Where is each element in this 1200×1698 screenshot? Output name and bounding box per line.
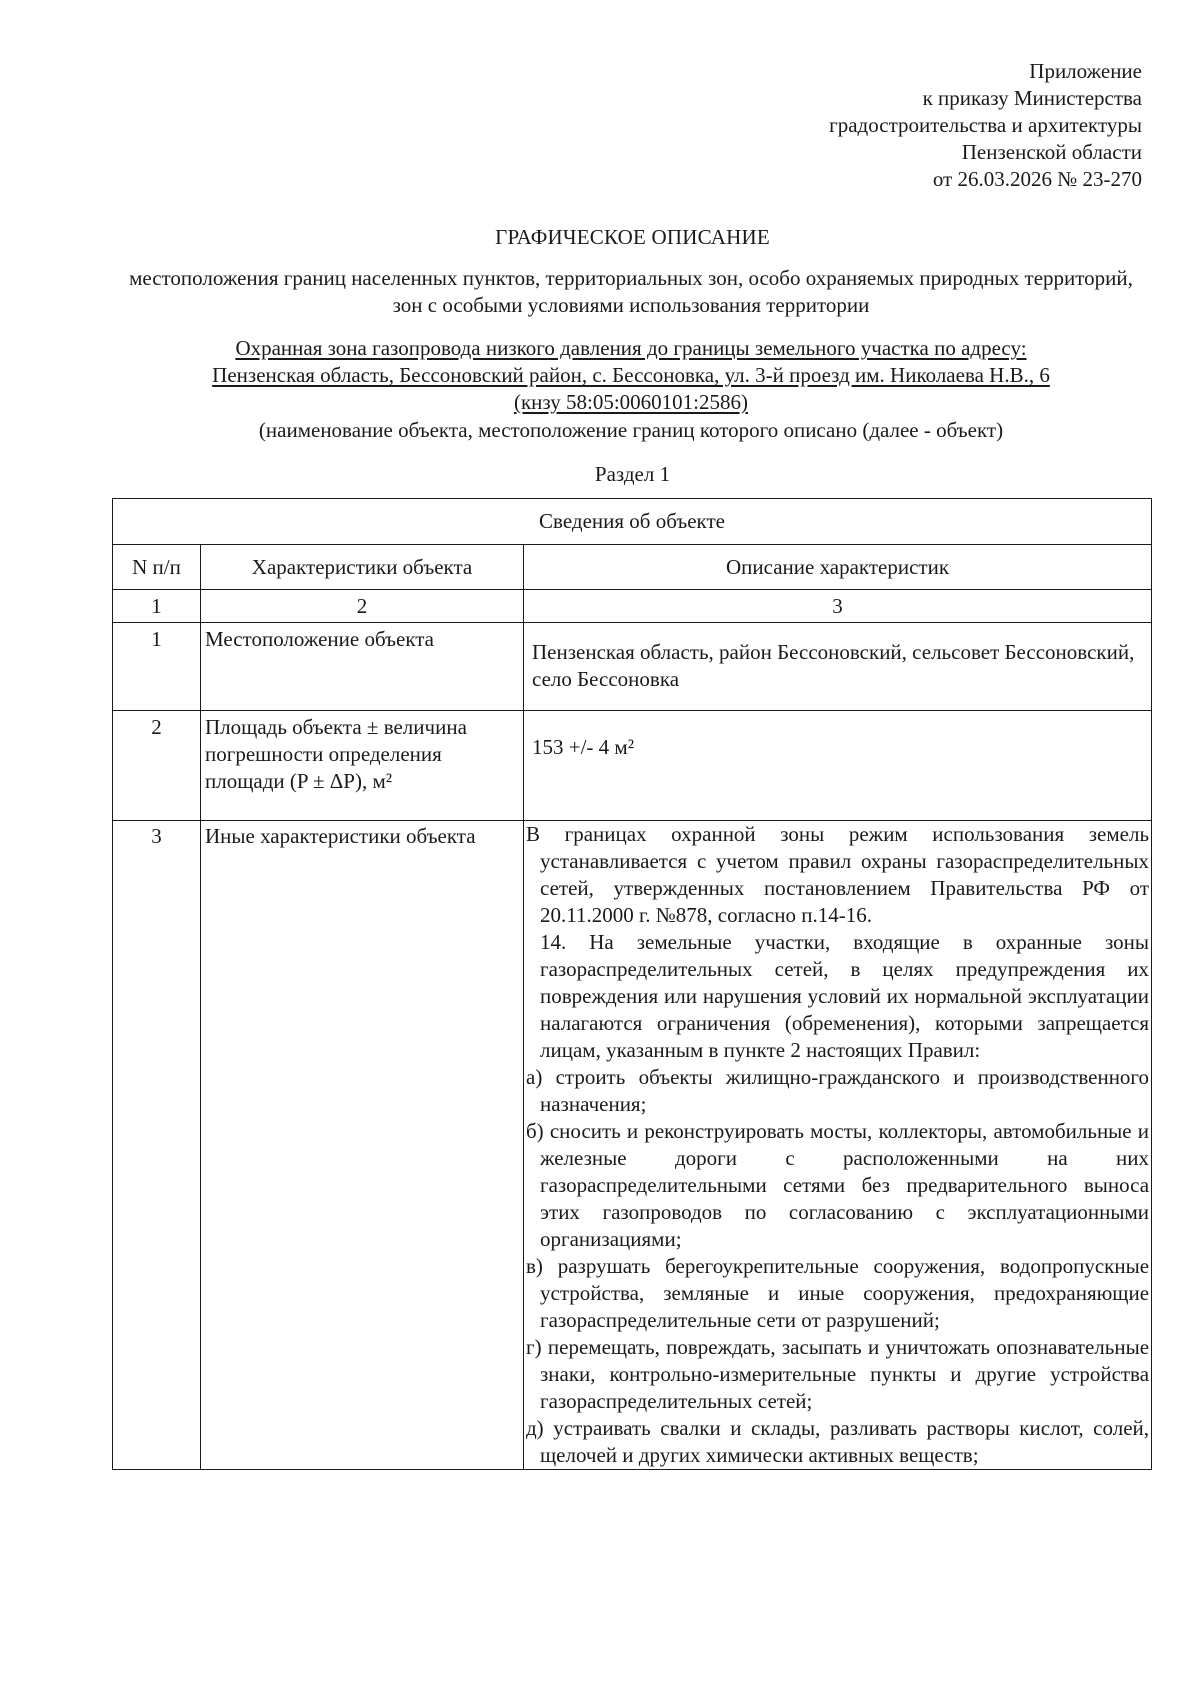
row-value: 153 +/- 4 м²: [532, 735, 635, 759]
restriction-intro: В границах охранной зоны режим использования земель устанавливается с учетом правил охраны газораспределительных сетей, утвержденных постановлением Правительства РФ от 20.11.2000 г. №878, согласно п.14-16.: [526, 822, 1150, 927]
table-caption: Сведения об объекте: [113, 499, 1152, 545]
column-number: 1: [113, 590, 201, 623]
column-header-description: Описание характеристик: [524, 545, 1152, 590]
column-header-characteristic: Характеристики объекта: [201, 545, 524, 590]
approval-line: Пензенской области: [961, 140, 1142, 164]
row-number: 1: [113, 623, 201, 711]
row-value: Пензенская область, район Бессоновский, сельсовет Бессоновский, село Бессоновка: [532, 640, 1135, 691]
column-number: 3: [524, 590, 1152, 623]
restriction-item-b: б) сносить и реконструировать мосты, коллекторы, автомобильные и железные дороги с расположенными на них газораспределительными сетями без предварительного выноса этих газопроводов по согласованию с эксплуатационными организациями;: [526, 1119, 1150, 1251]
restriction-item-g: г) перемещать, повреждать, засыпать и уничтожать опознавательные знаки, контрольно-измерительные пункты и другие устройства газораспределительных сетей;: [526, 1335, 1150, 1413]
object-name-line-1: Охранная зона газопровода низкого давления до границы земельного участка по адресу:: [235, 336, 1027, 360]
restriction-clause-14: 14. На земельные участки, входящие в охранные зоны газораспределительных сетей, в целях предупреждения их повреждения или нарушения условий их нормальной эксплуатации налагаются ограничения (обременения), которыми запрещается лицам, указанным в пункте 2 настоящих Правил:: [540, 930, 1150, 1062]
row-value-restrictions: [524, 821, 1152, 1470]
restriction-item-a: а) строить объекты жилищно-гражданского и производственного назначения;: [526, 1065, 1150, 1116]
object-note: (наименование объекта, местоположение границ которого описано (далее - объект): [258, 418, 1004, 442]
document-subtitle: местоположения границ населенных пунктов, территориальных зон, особо охраняемых природных территорий, зон с особыми условиями использования территории: [129, 266, 1133, 317]
document-title: ГРАФИЧЕСКОЕ ОПИСАНИЕ: [495, 225, 770, 249]
table-row: [113, 623, 1152, 711]
approval-line: Приложение: [1029, 59, 1142, 83]
row-characteristic: Иные характеристики объекта: [201, 821, 524, 1470]
object-info-table: [112, 498, 1152, 1470]
approval-line: к приказу Министерства: [922, 86, 1142, 110]
table-row: [113, 821, 1152, 1470]
row-characteristic: Площадь объекта ± величина погрешности определения площади (P ± ΔP), м²: [201, 711, 524, 821]
section-label: Раздел 1: [594, 462, 671, 486]
column-header-number: N п/п: [113, 545, 201, 590]
object-name-line-2: Пензенская область, Бессоновский район, с. Бессоновка, ул. 3-й проезд им. Николаева Н.В., 6: [212, 363, 1050, 387]
row-number: 3: [113, 821, 201, 1470]
row-characteristic: Местоположение объекта: [201, 623, 524, 711]
object-description: [112, 335, 1150, 444]
column-number: 2: [201, 590, 524, 623]
object-name-line-3: (кнзу 58:05:0060101:2586): [513, 390, 749, 414]
approval-line: градостроительства и архитектуры: [829, 113, 1142, 137]
approval-line: от 26.03.2026 № 23-270: [932, 167, 1142, 191]
restriction-item-v: в) разрушать берегоукрепительные сооружения, водопропускные устройства, земляные и иные сооружения, предохраняющие газораспределительные сети от разрушений;: [526, 1254, 1150, 1332]
row-number: 2: [113, 711, 201, 821]
restriction-item-d: д) устраивать свалки и склады, разливать растворы кислот, солей, щелочей и других химически активных веществ;: [526, 1416, 1150, 1467]
table-row: [113, 711, 1152, 821]
approval-stamp: [829, 58, 1142, 193]
